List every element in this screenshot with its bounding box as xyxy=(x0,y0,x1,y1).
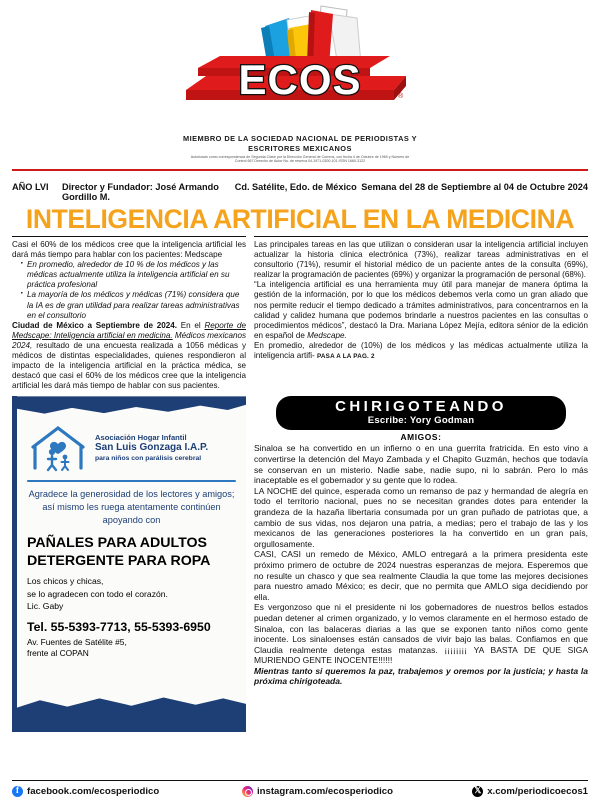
footer-instagram[interactable] xyxy=(242,786,472,797)
ad-thanks-1: Los chicos y chicas, xyxy=(27,576,104,587)
svg-text:ECOS: ECOS xyxy=(238,56,362,103)
chirigoteando-column xyxy=(254,396,588,732)
ngo-line-2: San Luis Gonzaga I.A.P. xyxy=(95,442,209,454)
chirigoteando-paragraph: LA NOCHE del quince, esperada como un remanso de paz y hermandad de alegría en todo el territorio nacional, pues no se necesitan grandes dotes para entender la grandeza de la hazaña libertaria consumada por un gran puñado de patriotas que, a cambio de sus vidas, nos dejaron una patria, a medias; pero el trabajo de las y los mexicanos de las generaciones posteriores la ha convertido en un gran país, orgullosamente. xyxy=(254,485,588,549)
chirigoteando-body xyxy=(254,443,588,687)
chirigoteando-byline: Escribe: Yory Godman xyxy=(367,415,475,427)
ad-thanks-2: se lo agradecen con todo el corazón. xyxy=(27,588,168,599)
ad-address-2: frente al COPAN xyxy=(27,648,89,659)
chirigoteando-paragraph: Sinaloa se ha convertido en un infierno o en una guerrita fratricida. En esto vino a convertirse la detención del Mayo Zambada y el Chapito Guzmán, hechos que todavía se conservan en un misterio. Nadie sabe, nadie supo, ni lo sabrán. Pero lo más inaceptable es el gobernador y su gente que lo rodea. xyxy=(254,443,588,486)
column-rule xyxy=(254,236,588,237)
ad-product-2: DETERGENTE PARA ROPA xyxy=(27,553,211,570)
medscape-italic: Medscape. xyxy=(307,330,347,340)
ngo-header xyxy=(27,423,236,473)
p3-text: “La inteligencia artificial es una herramienta muy útil para manejar de manera óptima la gestión de la información, por lo que los médicos debemos verla como un gran aliado que nos permite reducir el tiempo dedicado a trámites administrativos, para concentrarnos en la calidad y calidez humana que podemos brindarle a nuestros pacientes en las consultas o procedimientos médicos”, destacó la Dra. Mariana López Mejía, editora sénior de la edición en español de xyxy=(254,280,588,340)
column-rule xyxy=(12,236,246,237)
masthead-red-rule xyxy=(12,169,588,171)
article-bullet: · La mayoría de los médicos y médicas (71%) considera que la IA es de gran utilidad para realizar tareas administrativas en el consultorio xyxy=(20,290,246,320)
footer-facebook[interactable] xyxy=(12,786,242,797)
bottom-section xyxy=(12,396,588,732)
article-paragraph-2: Las principales tareas en las que utilizan o consideran usar la inteligencia artificial incluyen actualizar la historia clinica electrónica (73%), realizar tareas administrativas en el consultorio (71%), resumir el historial médico de un paciente antes de la consulta (69%), realizar la programación de pacientes (69%) y organizar la programación de personal (68%). xyxy=(254,240,588,280)
svg-text:®: ® xyxy=(398,93,404,100)
ad-intro-text: Agradece la generosidad de los lectores y amigos; así mismo les ruega atentamente continúen apoyando con xyxy=(28,489,235,526)
article-body-left xyxy=(12,240,246,391)
legal-fineprint: Autorizado como correspondencia de Segunda Clase por la Dirección General de Correos, con fecha 4 de Octubre de 1969 y Número de Control 667 Derecho de Autor No. de reserva 04-1971-0300-101 ISSN 1660-3122 xyxy=(190,154,410,164)
article-paragraph-3 xyxy=(254,280,588,341)
ad-signature: Lic. Gaby xyxy=(27,601,64,612)
page-title: INTELIGENCIA ARTIFICIAL EN LA MEDICINA xyxy=(25,204,575,234)
ngo-line-1: Asociación Hogar Infantil xyxy=(95,432,187,442)
article-bullet: · En promedio, alrededor de 10 % de los médicos y las médicas actualmente utiliza la inteligencia artificial en su práctica profesional xyxy=(20,260,246,290)
p1-a: En el xyxy=(177,320,205,330)
chirigoteando-title: CHIRIGOTEANDO xyxy=(335,398,507,416)
ad-divider xyxy=(27,480,236,482)
ad-torn-top-decoration xyxy=(17,396,246,418)
p1-b: resultado de una encuesta realizada a 1056 médicas y médicos de distintas especialidades, quienes respondieron al impacto de la inteligencia artificial en la práctica médica, se destacó que casi el 60% de los médicos cree que la inteligencia artificial les dará más tiempo de hablar con sus pacientes. xyxy=(12,340,246,391)
ad-phone[interactable]: Tel. 55-5393-7713, 55-5393-6950 xyxy=(27,619,211,634)
logo-wrap xyxy=(0,4,600,171)
facebook-icon xyxy=(12,786,23,797)
year-label: AÑO LVI xyxy=(12,182,49,192)
director-label: Director y Fundador: José Armando Gordillo M. xyxy=(61,182,219,202)
ad-content xyxy=(17,416,246,688)
info-bar xyxy=(12,182,588,202)
p4-text: En promedio, alrededor de (10%) de los médicos y las médicas actualmente utiliza la inteligencia artifi- xyxy=(254,340,588,361)
ngo-name xyxy=(95,433,208,465)
ad-product-1: PAÑALES PARA ADULTOS xyxy=(27,535,207,552)
lead-article xyxy=(12,236,588,391)
chirigoteando-banner xyxy=(276,396,566,430)
week-label: Semana del 28 de Septiembre al 04 de Octubre 2024 xyxy=(361,182,589,192)
continued-label: PASA A LA PAG. 2 xyxy=(316,353,375,361)
member-line: MIEMBRO DE LA SOCIEDAD NACIONAL DE PERIODISTAS Y ESCRITORES MEXICANOS xyxy=(182,134,418,153)
instagram-icon xyxy=(242,786,253,797)
article-paragraph-4 xyxy=(254,341,588,362)
x-handle: x.com/periodicoecos1 xyxy=(487,786,588,797)
article-column-left xyxy=(12,236,246,391)
advertisement-hogar-infantil[interactable] xyxy=(12,396,246,732)
facebook-handle: facebook.com/ecosperiodico xyxy=(27,786,160,797)
article-body-right xyxy=(254,240,588,362)
social-footer xyxy=(12,780,588,797)
chirigoteando-paragraph: Es vergonzoso que ni el presidente ni los gobernadores de nuestros bellos estados puedan detener al crimen organizado, y lo vemos claramente en el hermoso estado de Sinaloa, con las balaceras diarias a las que se exponen tanto niños como gente inocente. Los sinaloenses están cansados de vivir bajo las balas. Confiamos en que Claudia realmente detenga estas matanzas. ¡¡¡¡¡¡¡¡ YA BASTA DE QUE SIGA MURIENDO GENTE INOCENTE!!!!!! xyxy=(254,602,588,666)
instagram-handle: instagram.com/ecosperiodico xyxy=(257,786,393,797)
article-column-right xyxy=(254,236,588,391)
x-twitter-icon xyxy=(472,786,483,797)
ad-torn-bottom-decoration xyxy=(17,686,246,732)
ecos-wordmark-icon xyxy=(180,50,420,112)
chirigoteando-closing: Mientras tanto si queremos la paz, trabajemos y oremos por la justicia; y hasta la próxima chirigoteada. xyxy=(254,665,588,687)
city-label: Cd. Satélite, Edo. de México xyxy=(234,182,357,192)
footer-x[interactable] xyxy=(472,786,588,797)
ecos-logo xyxy=(180,4,420,136)
article-paragraph-1 xyxy=(12,321,246,392)
article-bullets xyxy=(20,260,246,321)
ngo-line-3: para niños con parálisis cerebral xyxy=(95,454,202,462)
report-subtitle: Médicos mexicanos 2024, xyxy=(12,330,246,350)
masthead xyxy=(0,0,600,178)
house-heart-family-icon xyxy=(27,423,89,473)
ad-address-1: Av. Fuentes de Satélite #5, xyxy=(27,636,127,647)
report-title: Reporte de Medscape: Inteligencia artificial en medicina. xyxy=(12,320,246,340)
chirigoteando-paragraph: CASI, CASI un remedo de México, AMLO entregará a la primera presidenta este próximo primero de octubre de 2024 nuestras esperanzas de mejora. Esperemos que no resulte un chasco y que sea realmente Claudia la que tome las mejores decisiones para nuestro amado México; es decir, que no permita que AMLO siga decidiendo por ella. xyxy=(254,549,588,602)
dateline: Ciudad de México a Septiembre de 2024. xyxy=(12,320,178,330)
article-lede: Casi el 60% de los médicos cree que la inteligencia artificial les dará más tiempo para hablar con los pacientes: Medscape xyxy=(12,240,246,260)
chirigoteando-greeting: AMIGOS: xyxy=(400,432,442,443)
